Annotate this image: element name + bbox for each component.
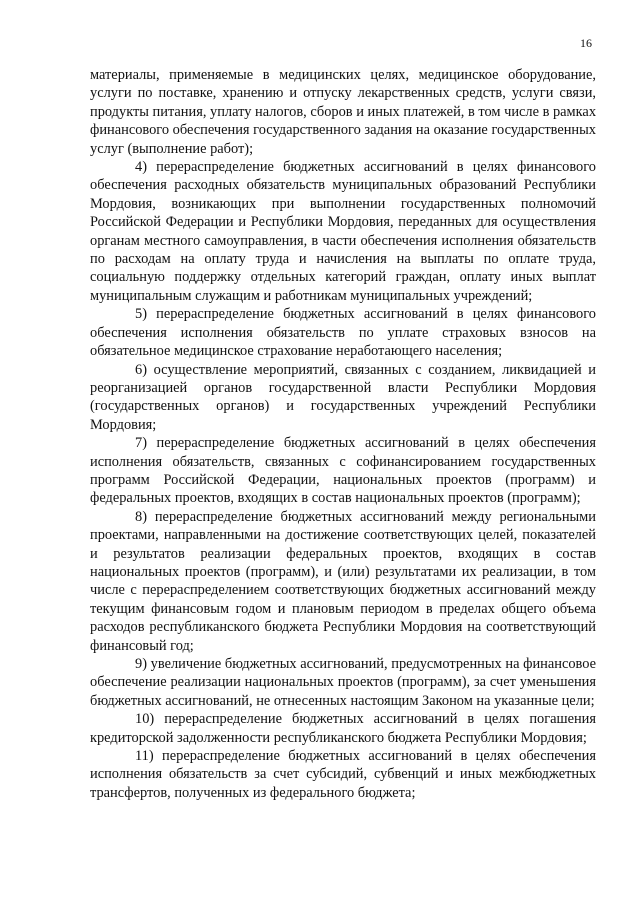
paragraph-item-11: 11) перераспределение бюджетных ассигнований в целях обеспечения исполнения обязательств за счет субсидий, субвенций и иных межбюджетных трансфертов, полученных из федерального бюджета; xyxy=(90,748,596,801)
paragraph-item-4: 4) перераспределение бюджетных ассигнований в целях финансового обеспечения расходных обязательств муниципальных образований Республики Мордовия, возникающих при выполнении государственных полномочий Российской Федерации и Республики Мордовия, переданных для осуществления органам местного самоуправления, в части обеспечения исполнения обязательств по расходам на оплату труда и начисления на выплаты по оплате труда, социальную поддержку отдельных категорий граждан, оплату иных выплат муниципальным служащим и работникам муниципальных учреждений; xyxy=(90,159,596,304)
paragraph-item-5: 5) перераспределение бюджетных ассигнований в целях финансового обеспечения исполнения обязательств по уплате страховых взносов на обязательное медицинское страхование неработающего населения; xyxy=(90,306,596,360)
page-number: 16 xyxy=(580,36,592,50)
paragraph-item-10: 10) перераспределение бюджетных ассигнований в целях погашения кредиторской задолженности республиканского бюджета Республики Мордовия; xyxy=(90,711,596,746)
paragraph-item-7: 7) перераспределение бюджетных ассигнований в целях обеспечения исполнения обязательств, связанных с софинансированием государственных программ Российской Федерации, национальных проектов (программ) и федеральных проектов, входящих в состав национальных проектов (программ); xyxy=(90,435,596,507)
paragraph-continuation: материалы, применяемые в медицинских целях, медицинское оборудование, услуги по поставке, хранению и отпуску лекарственных средств, услуги связи, продукты питания, уплату налогов, сборов и иных платежей, в том числе в рамках финансового обеспечения государственного задания на оказание государственных услуг (выполнение работ); xyxy=(90,67,597,157)
paragraph-item-6: 6) осуществление мероприятий, связанных с созданием, ликвидацией и реорганизацией органов государственной власти Республики Мордовия (государственных органов) и государственных учреждений Республики Мордовия; xyxy=(90,361,596,433)
document-body xyxy=(90,66,596,802)
paragraph-item-9: 9) увеличение бюджетных ассигнований, предусмотренных на финансовое обеспечение реализации национальных проектов (программ), за счет уменьшения бюджетных ассигнований, не отнесенных настоящим Законом на указанные цели; xyxy=(90,656,596,709)
paragraph-item-8: 8) перераспределение бюджетных ассигнований между региональными проектами, направленными на достижение соответствующих целей, показателей и результатов реализации федеральных проектов, входящих в состав национальных проектов (программ), и (или) результатами их реализации, в том числе с перераспределением соответствующих бюджетных ассигнований между текущим финансовым годом и плановым периодом в пределах общего объема расходов республиканского бюджета Республики Мордовия на соответствующий финансовый год; xyxy=(90,508,596,654)
